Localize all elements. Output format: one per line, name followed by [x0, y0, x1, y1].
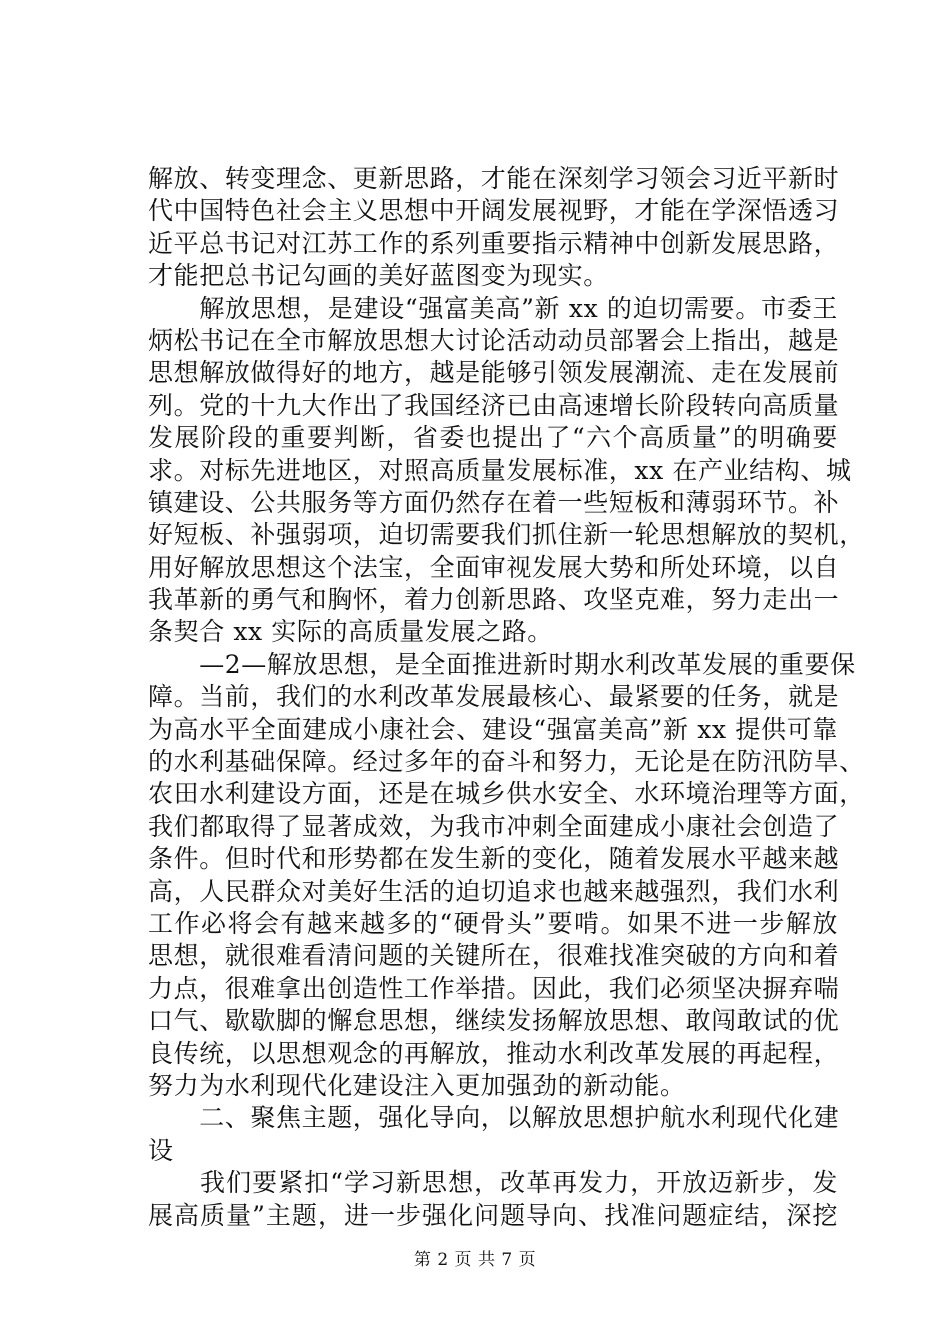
text-line: 为高水平全面建成小康社会、建设“强富美高”新 xx 提供可靠 — [148, 714, 838, 744]
body-text — [148, 163, 865, 1232]
text-line: 解放思想，是建设“强富美高”新 xx 的迫切需要。市委王 — [148, 293, 838, 323]
text-line: —2—解放思想，是全面推进新时期水利改革发展的重要保 — [148, 649, 856, 679]
text-line: 二、聚焦主题，强化导向，以解放思想护航水利现代化建 — [148, 1103, 840, 1133]
text-line: 好短板、补强弱项，迫切需要我们抓住新一轮思想解放的契机， — [148, 520, 865, 550]
text-line: 解放、转变理念、更新思路，才能在深刻学习领会习近平新时 — [148, 164, 840, 193]
text-line: 障。当前，我们的水利改革发展最核心、最紧要的任务，就是 — [148, 682, 840, 712]
text-line: 我们要紧扣“学习新思想，改革再发力，开放迈新步，发 — [148, 1168, 838, 1198]
text-line: 镇建设、公共服务等方面仍然存在着一些短板和薄弱环节。补 — [148, 487, 840, 517]
text-line: 炳松书记在全市解放思想大讨论活动动员部署会上指出，越是 — [148, 325, 840, 355]
text-line: 列。党的十九大作出了我国经济已由高速增长阶段转向高质量 — [148, 390, 840, 420]
text-line: 思想，就很难看清问题的关键所在，很难找准突破的方向和着 — [148, 941, 840, 971]
text-line: 我革新的勇气和胸怀，着力创新思路、攻坚克难，努力走出一 — [148, 585, 840, 615]
text-line: 代中国特色社会主义思想中开阔发展视野，才能在学深悟透习 — [148, 196, 840, 226]
text-line: 条契合 xx 实际的高质量发展之路。 — [148, 617, 553, 647]
page-number-footer: 第 2 页 共 7 页 — [413, 1250, 537, 1270]
text-line: 条件。但时代和形势都在发生新的变化，随着发展水平越来越 — [148, 844, 840, 874]
text-line: 良传统，以思想观念的再解放，推动水利改革发展的再起程， — [148, 1038, 840, 1068]
text-line: 展高质量”主题，进一步强化问题导向、找准问题症结，深挖 — [148, 1200, 838, 1230]
text-line: 农田水利建设方面，还是在城乡供水安全、水环境治理等方面， — [148, 779, 865, 809]
text-line: 用好解放思想这个法宝，全面审视发展大势和所处环境，以自 — [148, 552, 840, 582]
text-line: 工作必将会有越来越多的“硬骨头”要啃。如果不进一步解放 — [148, 908, 838, 938]
text-line: 我们都取得了显著成效，为我市冲刺全面建成小康社会创造了 — [148, 811, 840, 841]
text-line: 努力为水利现代化建设注入更加强劲的新动能。 — [148, 1070, 686, 1100]
text-line: 求。对标先进地区，对照高质量发展标准，xx 在产业结构、城 — [148, 455, 852, 485]
text-line: 力点，很难拿出创造性工作举措。因此，我们必须坚决摒弃喘 — [148, 973, 840, 1003]
text-line: 近平总书记对江苏工作的系列重要指示精神中创新发展思路， — [148, 228, 840, 258]
text-line: 发展阶段的重要判断，省委也提出了“六个高质量”的明确要 — [148, 423, 838, 453]
text-line: 思想解放做得好的地方，越是能够引领发展潮流、走在发展前 — [148, 358, 840, 388]
text-line: 的水利基础保障。经过多年的奋斗和努力，无论是在防汛防旱、 — [148, 747, 865, 777]
text-line: 才能把总书记勾画的美好蓝图变为现实。 — [148, 261, 609, 291]
text-line: 高，人民群众对美好生活的迫切追求也越来越强烈，我们水利 — [148, 876, 840, 906]
text-line: 口气、歇歇脚的懈怠思想，继续发扬解放思想、敢闯敢试的优 — [148, 1006, 840, 1036]
text-line: 设 — [148, 1135, 174, 1165]
